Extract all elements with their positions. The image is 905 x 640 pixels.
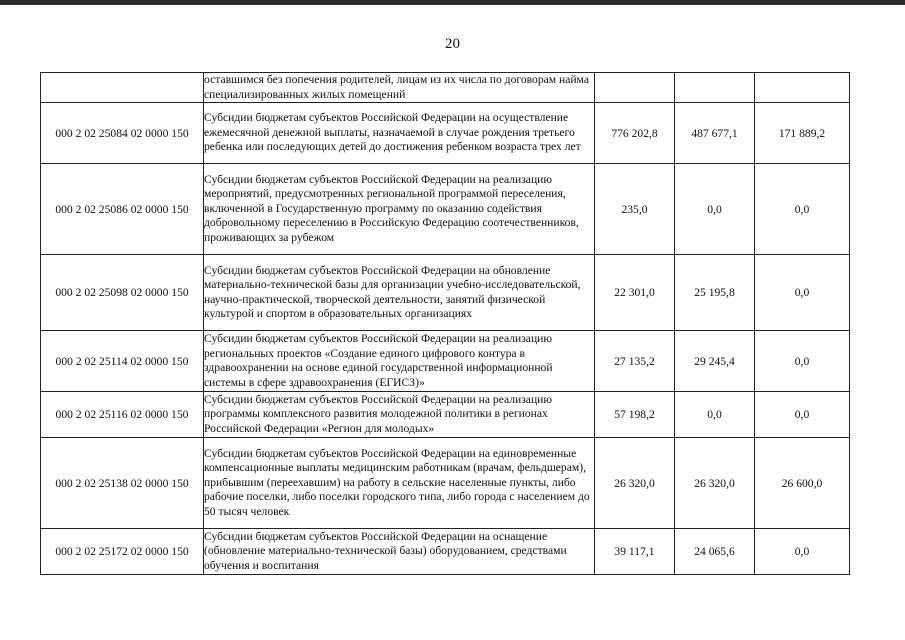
description-cell: Субсидии бюджетам субъектов Российской Федерации на осуществление ежемесячной денежной выплаты, назначаемой в случае рождения третьего ребенка или последующих детей до достижения ребенком возраста трех лет <box>204 103 595 164</box>
description-cell: Субсидии бюджетам субъектов Российской Федерации на реализацию программы комплексного развития молодежной политики в регионах Российской Федерации «Регион для молодых» <box>204 392 595 438</box>
budget-code-cell: 000 2 02 25138 02 0000 150 <box>41 438 204 529</box>
amount-cell-2: 29 245,4 <box>675 331 755 392</box>
amount-cell-1: 39 117,1 <box>595 529 675 575</box>
table-row <box>41 392 850 438</box>
table-row <box>41 255 850 331</box>
amount-cell-2: 26 320,0 <box>675 438 755 529</box>
table-row <box>41 164 850 255</box>
amount-cell-2: 0,0 <box>675 164 755 255</box>
table-row <box>41 73 850 103</box>
amount-cell-2: 24 065,6 <box>675 529 755 575</box>
description-cell: оставшимся без попечения родителей, лицам из их числа по договорам найма специализированных жилых помещений <box>204 73 595 103</box>
page-number: 20 <box>445 36 460 52</box>
budget-code-cell: 000 2 02 25172 02 0000 150 <box>41 529 204 575</box>
amount-cell-2: 487 677,1 <box>675 103 755 164</box>
description-cell: Субсидии бюджетам субъектов Российской Федерации на единовременные компенсационные выплаты медицинским работникам (врачам, фельдшерам), прибывшим (переехавшим) на работу в сельские населенные пункты, либо рабочие поселки, либо поселки городского типа, либо города с населением до 50 тысяч человек <box>204 438 595 529</box>
amount-cell-3: 0,0 <box>755 529 850 575</box>
amount-cell-1 <box>595 73 675 103</box>
amount-cell-3: 0,0 <box>755 392 850 438</box>
amount-cell-3 <box>755 73 850 103</box>
description-cell: Субсидии бюджетам субъектов Российской Федерации на реализацию региональных проектов «Создание единого цифрового контура в здравоохранении на основе единой государственной информационной системы в сфере здравоохранения (ЕГИСЗ)» <box>204 331 595 392</box>
amount-cell-2: 0,0 <box>675 392 755 438</box>
amount-cell-3: 0,0 <box>755 164 850 255</box>
amount-cell-1: 26 320,0 <box>595 438 675 529</box>
budget-code-cell: 000 2 02 25084 02 0000 150 <box>41 103 204 164</box>
amount-cell-2 <box>675 73 755 103</box>
table-row <box>41 103 850 164</box>
table-row <box>41 438 850 529</box>
amount-cell-3: 171 889,2 <box>755 103 850 164</box>
amount-cell-3: 0,0 <box>755 331 850 392</box>
budget-code-cell: 000 2 02 25086 02 0000 150 <box>41 164 204 255</box>
budget-code-cell: 000 2 02 25098 02 0000 150 <box>41 255 204 331</box>
description-cell: Субсидии бюджетам субъектов Российской Федерации на оснащение (обновление материально-технической базы) оборудованием, средствами обучения и воспитания <box>204 529 595 575</box>
budget-table <box>40 72 850 575</box>
amount-cell-3: 0,0 <box>755 255 850 331</box>
amount-cell-1: 22 301,0 <box>595 255 675 331</box>
amount-cell-1: 235,0 <box>595 164 675 255</box>
budget-code-cell: 000 2 02 25116 02 0000 150 <box>41 392 204 438</box>
amount-cell-3: 26 600,0 <box>755 438 850 529</box>
scan-top-edge <box>0 0 905 5</box>
budget-code-cell <box>41 73 204 103</box>
table-row <box>41 331 850 392</box>
table-row <box>41 529 850 575</box>
amount-cell-1: 57 198,2 <box>595 392 675 438</box>
amount-cell-2: 25 195,8 <box>675 255 755 331</box>
budget-code-cell: 000 2 02 25114 02 0000 150 <box>41 331 204 392</box>
description-cell: Субсидии бюджетам субъектов Российской Федерации на обновление материально-технической базы для организации учебно-исследовательской, научно-практической, творческой деятельности, занятий физической культурой и спортом в образовательных организациях <box>204 255 595 331</box>
description-cell: Субсидии бюджетам субъектов Российской Федерации на реализацию мероприятий, предусмотренных региональной программой переселения, включенной в Государственную программу по оказанию содействия добровольному переселению в Российскую Федерацию соотечественников, проживающих за рубежом <box>204 164 595 255</box>
amount-cell-1: 27 135,2 <box>595 331 675 392</box>
amount-cell-1: 776 202,8 <box>595 103 675 164</box>
